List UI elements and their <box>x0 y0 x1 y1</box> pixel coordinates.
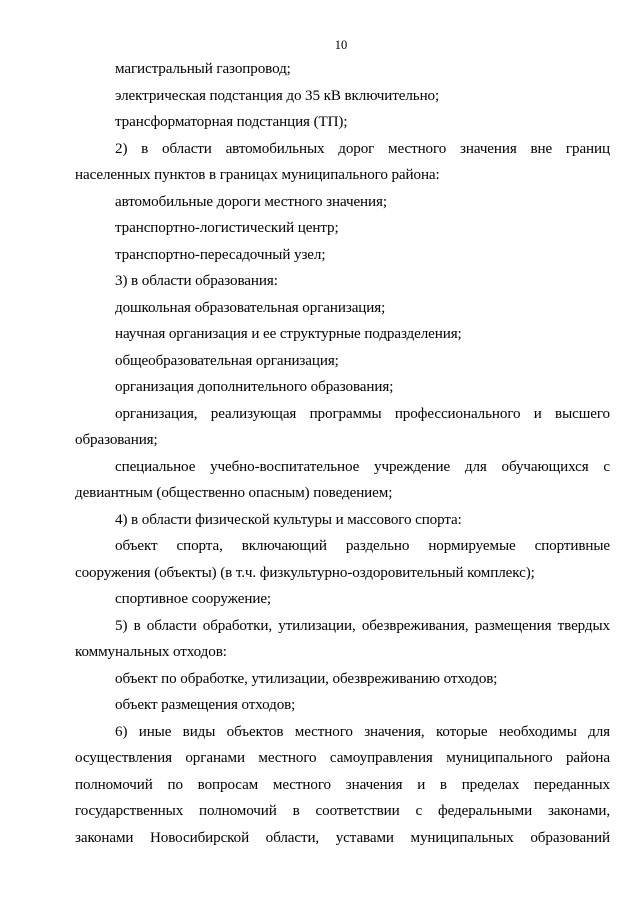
text-line: объект размещения отходов; <box>115 697 296 713</box>
text-line: специальное учебно-воспитательное учреждение для обучающихся с <box>115 458 610 475</box>
page-number: 10 <box>334 38 348 52</box>
text-line: магистральный газопровод; <box>115 61 291 77</box>
text-line: полномочий по вопросам местного значения и в пределах переданных <box>75 776 610 793</box>
text-line: образования; <box>75 432 158 448</box>
text-line: осуществления органами местного самоуправления муниципального района <box>75 750 610 766</box>
text-line: спортивное сооружение; <box>115 591 272 607</box>
text-line: научная организация и ее структурные подразделения; <box>115 326 462 342</box>
text-line: 2) в области автомобильных дорог местного значения вне границ <box>115 140 610 157</box>
text-line: 5) в области обработки, утилизации, обезвреживания, размещения твердых <box>115 617 610 634</box>
text-line: организация, реализующая программы профессионального и высшего <box>115 405 610 422</box>
text-line: населенных пунктов в границах муниципального района: <box>75 167 440 183</box>
text-line: государственных полномочий в соответствии с федеральными законами, <box>75 803 610 819</box>
text-line: общеобразовательная организация; <box>115 352 339 369</box>
text-line: 4) в области физической культуры и массового спорта: <box>115 511 462 528</box>
text-line: трансформаторная подстанция (ТП); <box>115 114 348 130</box>
text-line: объект спорта, включающий раздельно нормируемые спортивные <box>115 538 610 554</box>
text-line: 3) в области образования: <box>115 273 278 289</box>
text-line: организация дополнительного образования; <box>115 379 394 395</box>
text-line: транспортно-логистический центр; <box>115 220 339 236</box>
text-line: автомобильные дороги местного значения; <box>115 193 387 210</box>
text-line: сооружения (объекты) (в т.ч. физкультурно-оздоровительный комплекс); <box>75 564 535 581</box>
text-line: 6) иные виды объектов местного значения, которые необходимы для <box>115 723 610 740</box>
text-line: девиантным (общественно опасным) поведением; <box>75 485 393 501</box>
document-body <box>75 56 610 851</box>
text-line: законами Новосибирской области, уставами муниципальных образований <box>75 829 610 846</box>
text-line: транспортно-пересадочный узел; <box>115 246 326 263</box>
text-line: дошкольная образовательная организация; <box>115 299 386 316</box>
text-line: объект по обработке, утилизации, обезвреживанию отходов; <box>115 670 498 687</box>
text-line: коммунальных отходов: <box>75 644 227 660</box>
text-line: электрическая подстанция до 35 кВ включительно; <box>115 87 440 104</box>
